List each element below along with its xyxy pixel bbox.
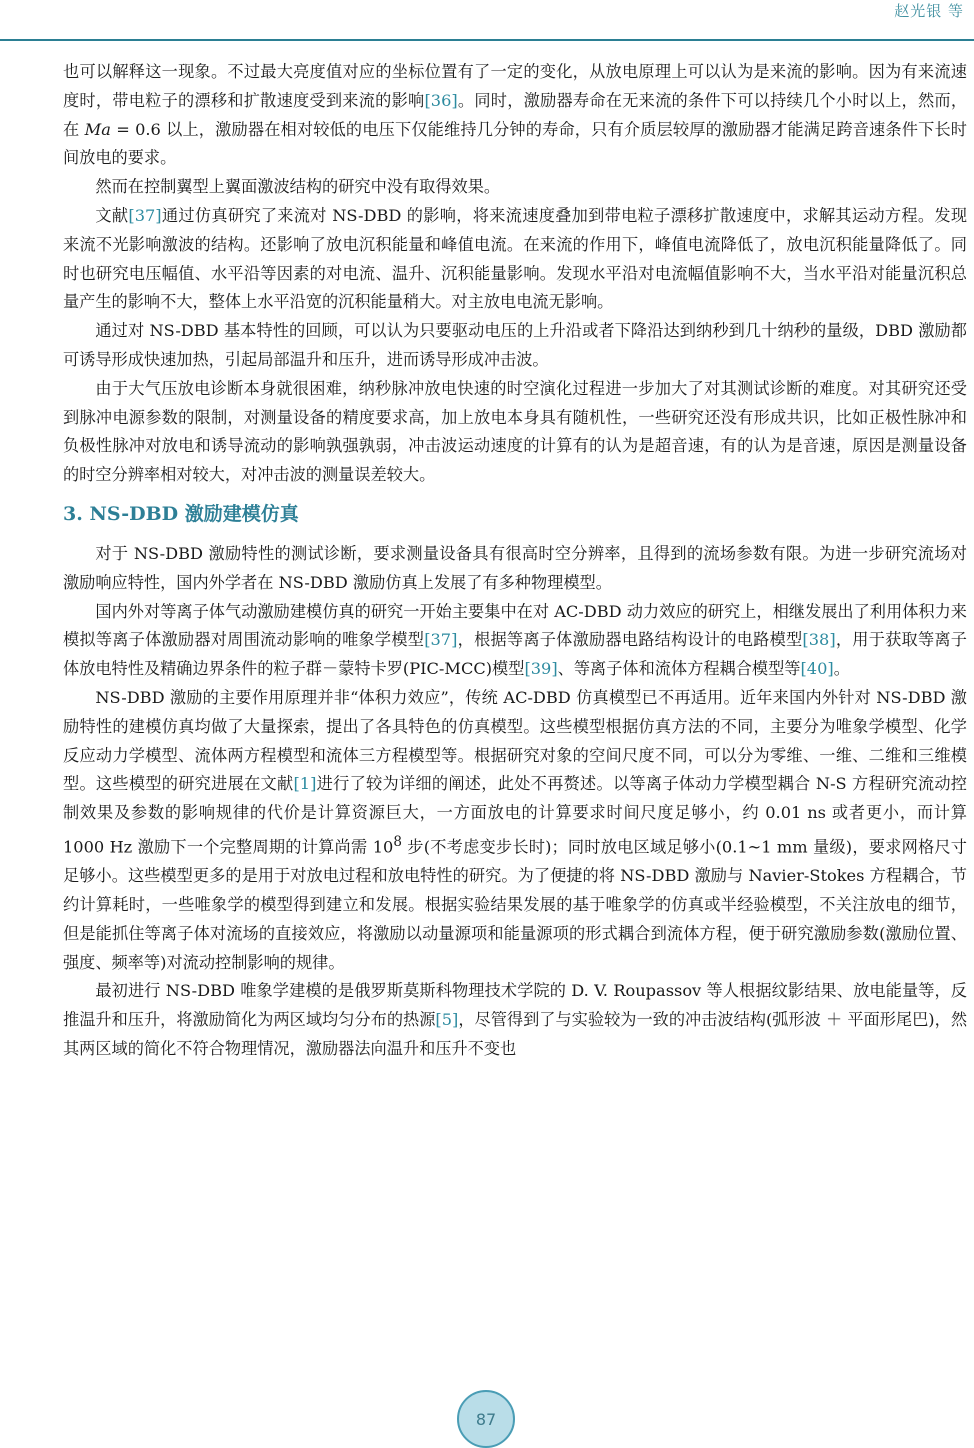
paragraph-3	[63, 202, 967, 317]
citation-link-36[interactable]: [36]	[424, 90, 458, 110]
citation-link-37b[interactable]: [37]	[424, 630, 458, 650]
text-run: 步(不考虑变步长时)；同时放电区域足够小(0.1~1 mm 量级)，要求网格尺寸足够小。这些模型更多的是用于对放电过程和放电特性的研究。为了便捷的将 NS-DBD 激励与 Navier-Stokes 方程耦合，节约计算耗时，一些唯象学的模型得到建立和发展。根据实验结果发展的基于唯象学的仿真或半经验模型，不关注放电的细节，但是能抓住等离子体对流场的直接效应，将激励以动量源项和能量源项的形式耦合到流体方程，便于研究激励参数(激励位置、强度、频率等)对流动控制影响的规律。	[63, 837, 967, 972]
text-run: 。同时，激励器寿命在无来流的条件下可以持续几个小时以上，然而，在	[63, 90, 968, 139]
page-number: 87	[475, 1409, 497, 1429]
mach-symbol: Ma	[84, 119, 111, 139]
text-run: 文献	[95, 205, 129, 225]
text-run: 也可以解释这一现象。不过最大亮度值对应的坐标位置有了一定的变化，从放电原理上可以认为是来流的影响。因为有来流速度时，带电粒子的漂移和扩散速度受到来流的影响	[63, 62, 967, 110]
citation-link-38[interactable]: [38]	[802, 630, 836, 650]
citation-link-39[interactable]: [39]	[524, 659, 558, 679]
paragraph-9	[63, 977, 967, 1063]
text-run: ，根据等离子体激励器电路结构设计的电路模型	[457, 630, 803, 650]
text-run: ，用于获取等离子体放电特性及精确边界条件的粒子群－蒙特卡罗(PIC-MCC)模型	[63, 630, 967, 679]
page-number-badge	[457, 1390, 515, 1448]
section-heading: 3. NS-DBD 激励建模仿真	[63, 502, 299, 525]
paragraph-7	[63, 598, 967, 684]
citation-link-37[interactable]: [37]	[128, 205, 162, 225]
text-run: 。	[833, 659, 850, 679]
paragraph-4: 通过对 NS-DBD 基本特性的回顾，可以认为只要驱动电压的上升沿或者下降沿达到纳秒到几十纳秒的量级，DBD 激励都可诱导形成快速加热，引起局部温升和压升，进而诱导形成冲击波。	[63, 321, 967, 369]
text-run: = 0.6 以上，激励器在相对较低的电压下仅能维持几分钟的寿命，只有介质层较厚的激励器才能满足跨音速条件下长时间放电的要求。	[63, 119, 967, 168]
text-run: 最初进行 NS-DBD 唯象学建模的是俄罗斯莫斯科物理技术学院的 D. V. Roupassov 等人根据纹影结果、放电能量等，反推温升和压升，将激励简化为两区域均匀分布的热源	[63, 981, 967, 1030]
running-header-author: 赵光银 等	[894, 2, 964, 20]
paragraph-1	[63, 58, 967, 173]
text-run: 通过仿真研究了来流对 NS-DBD 的影响，将来流速度叠加到带电粒子漂移扩散速度中，求解其运动方程。发现来流不光影响激波的结构。还影响了放电沉积能量和峰值电流。在来流的作用下，峰值电流降低了，放电沉积能量降低了。同时也研究电压幅值、水平沿等因素的对电流、温升、沉积能量影响。发现水平沿对电流幅值影响不大，当水平沿对能量沉积总量产生的影响不大，整体上水平沿宽的沉积能量稍大。对主放电电流无影响。	[63, 205, 968, 312]
citation-link-40[interactable]: [40]	[800, 659, 834, 679]
article-body	[63, 58, 967, 1064]
paragraph-2: 然而在控制翼型上翼面激波结构的研究中没有取得效果。	[95, 177, 501, 197]
text-run: 国内外对等离子体气动激励建模仿真的研究一开始主要集中在对 AC-DBD 动力效应的研究上，相继发展出了利用体积力来模拟等离子体激励器对周围流动影响的唯象学模型	[63, 601, 967, 650]
exponent: 8	[393, 833, 402, 850]
paragraph-6: 对于 NS-DBD 激励特性的测试诊断，要求测量设备具有很高时空分辨率，且得到的流场参数有限。为进一步研究流场对激励响应特性，国内外学者在 NS-DBD 激励仿真上发展了有多种物理模型。	[63, 543, 967, 592]
text-run: ，尽管得到了与实验较为一致的冲击波结构(弧形波 ＋ 平面形尾巴)，然其两区域的简化不符合物理情况，激励器法向温升和压升不变也	[63, 1010, 968, 1058]
text-run: NS-DBD 激励的主要作用原理并非“体积力效应”，传统 AC-DBD 仿真模型已不再适用。近年来国内外针对 NS-DBD 激励特性的建模仿真均做了大量探索，提出了各具特色的仿真模型。这些模型根据仿真方法的不同，主要分为唯象学模型、化学反应动力学模型、流体两方程模型和流体三方程模型等。根据研究对象的空间尺度不同，可以分为零维、一维、二维和三维模型。这些模型的研究进展在文献	[63, 687, 967, 794]
paragraph-8	[63, 684, 967, 977]
text-run: 、等离子体和流体方程耦合模型等	[557, 659, 801, 679]
paragraph-5: 由于大气压放电诊断本身就很困难，纳秒脉冲放电快速的时空演化过程进一步加大了对其测试诊断的难度。对其研究还受到脉冲电源参数的限制，对测量设备的精度要求高，加上放电本身具有随机性，一些研究还没有形成共识，比如正极性脉冲和负极性脉冲对放电和诱导流动的影响孰强孰弱，冲击波运动速度的计算有的认为是超音速，有的认为是音速，原因是测量设备的时空分辨率相对较大，对冲击波的测量误差较大。	[63, 378, 967, 485]
header-rule	[0, 39, 974, 41]
citation-link-1[interactable]: [1]	[293, 774, 317, 794]
text-run: 进行了较为详细的阐述，此处不再赘述。以等离子体动力学模型耦合 N-S 方程研究流动控制效果及参数的影响规律的代价是计算资源巨大，一方面放电的计算要求时间尺度足够小，约 0.01 ns 或者更小，而计算 1000 Hz 激励下一个完整周期的计算尚需 10	[63, 774, 967, 857]
citation-link-5[interactable]: [5]	[435, 1010, 459, 1030]
